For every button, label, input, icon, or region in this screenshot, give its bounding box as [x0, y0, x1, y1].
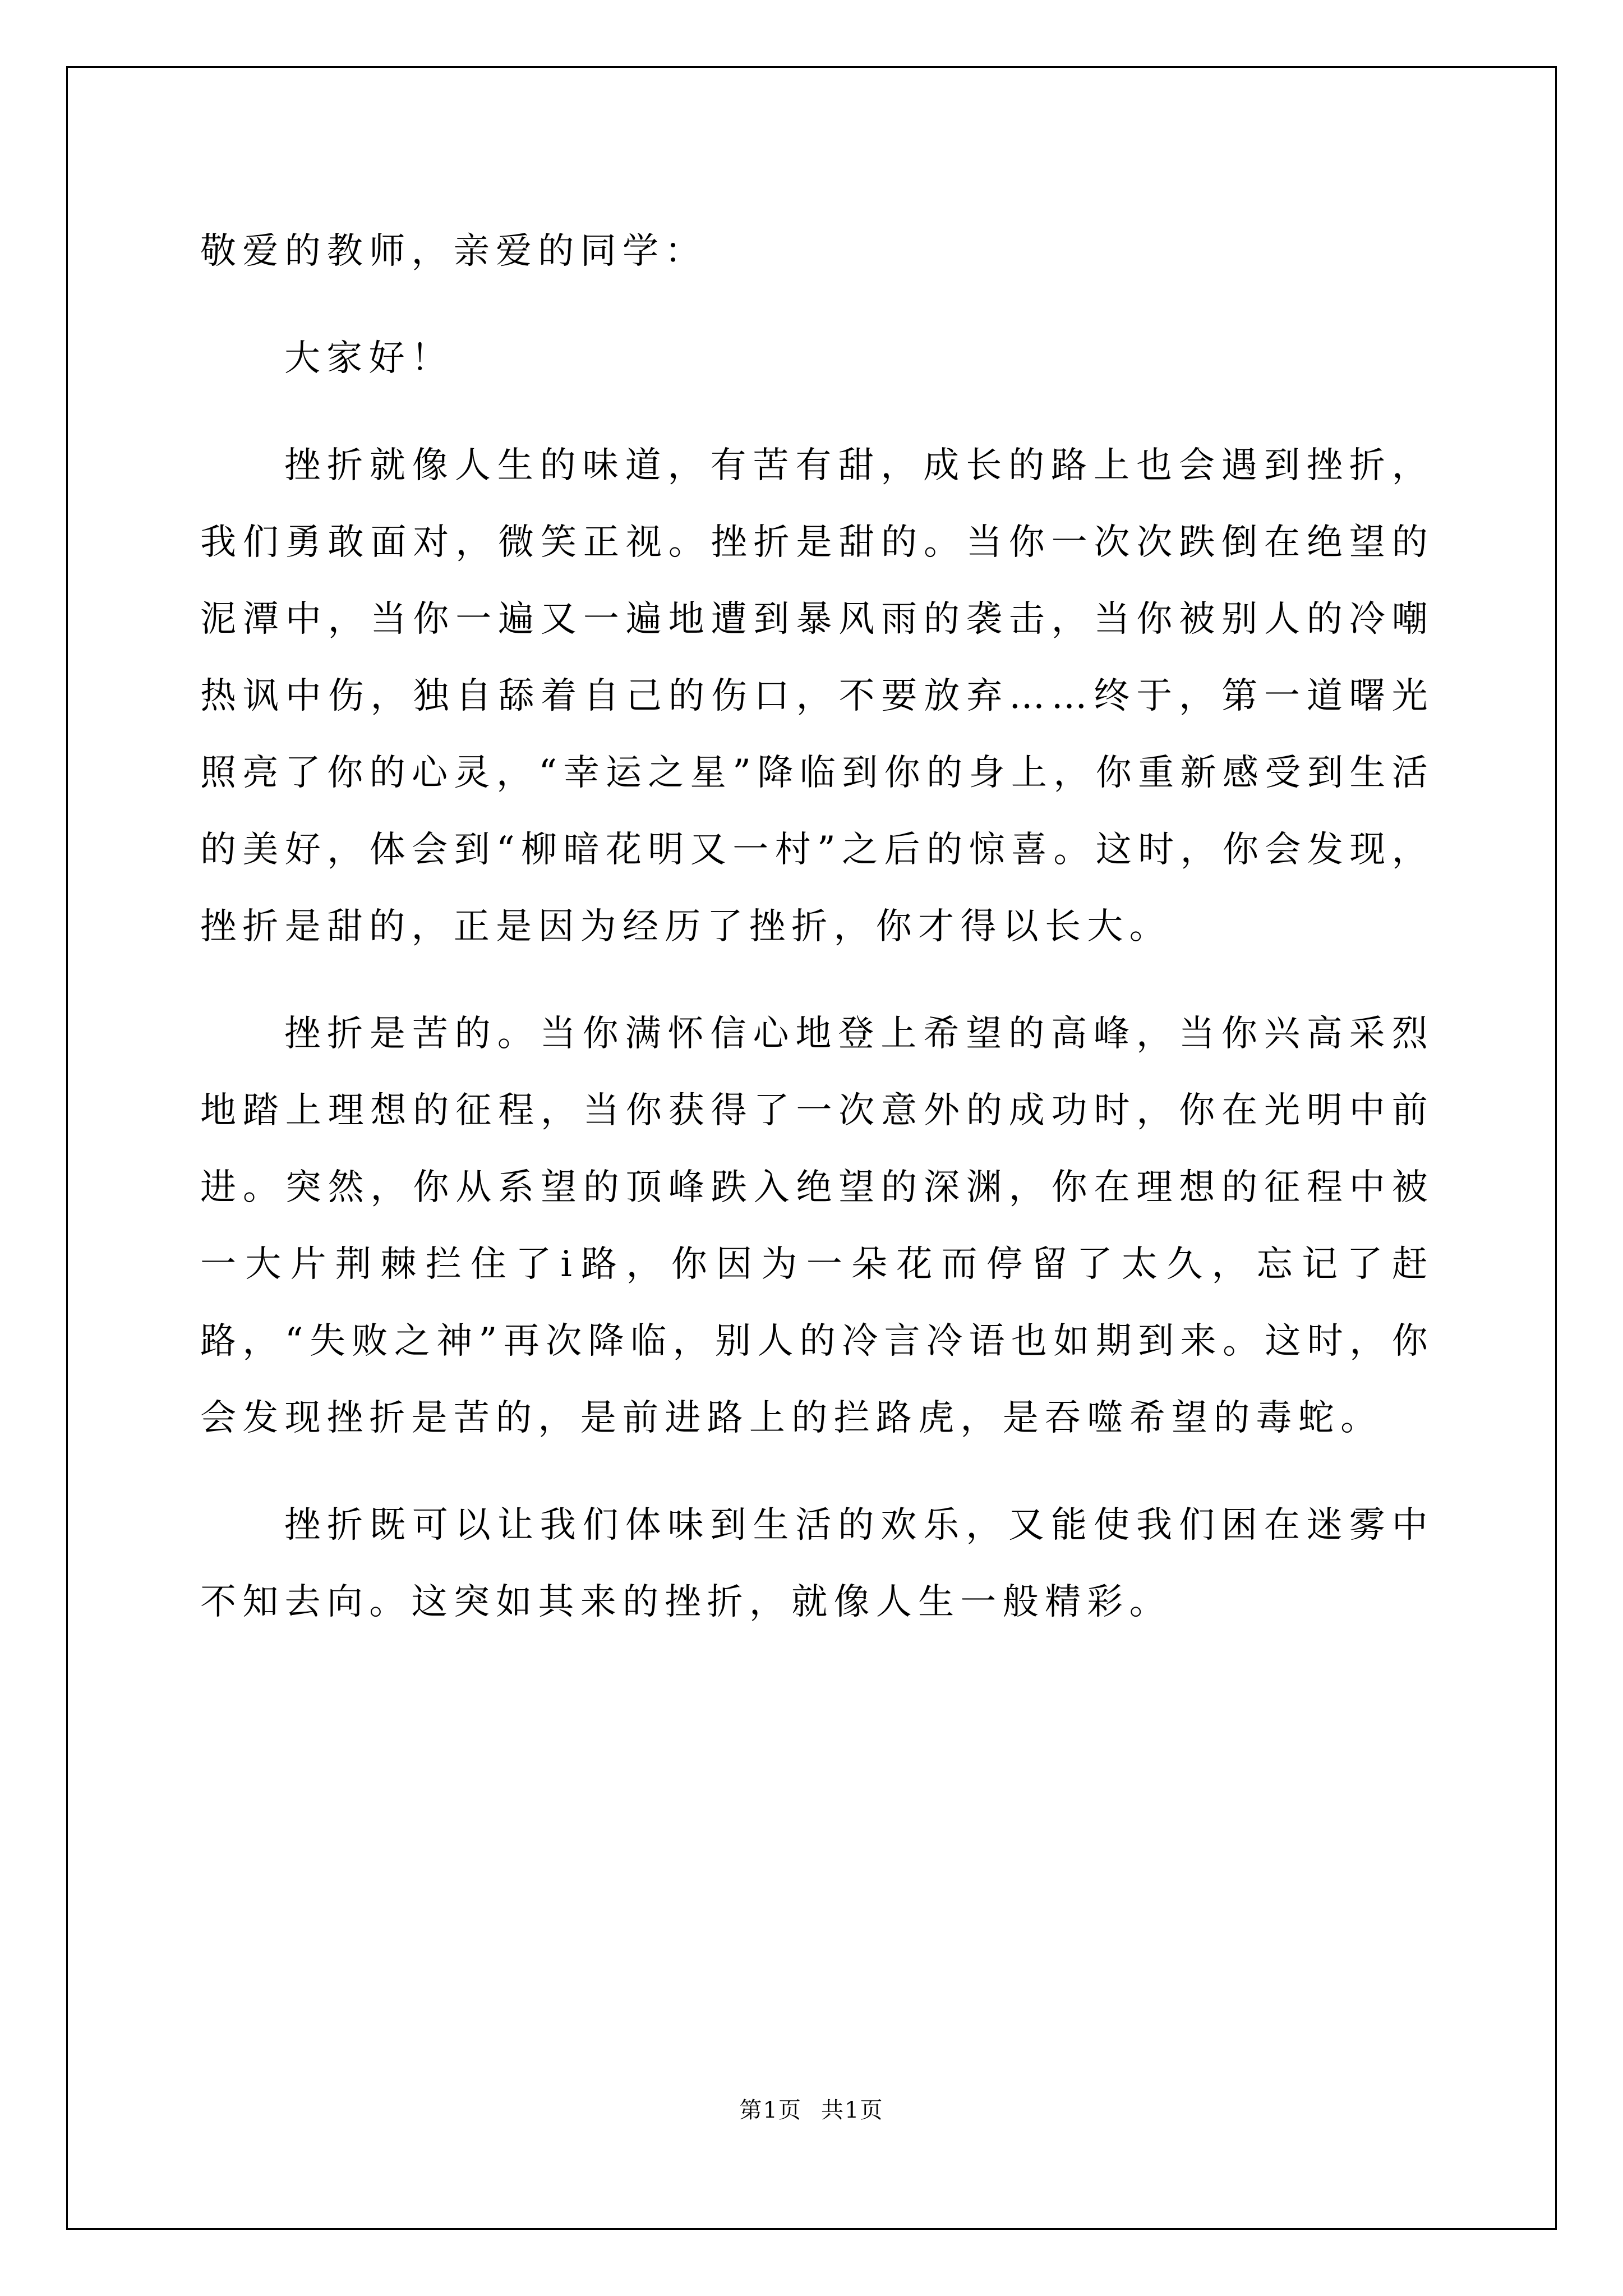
- page-footer: [0, 2092, 1623, 2124]
- document-body: [200, 213, 1434, 1671]
- page-total: 共1页: [821, 2097, 884, 2123]
- paragraph-greeting: 大家好！: [284, 338, 454, 379]
- paragraph-sweet-setback: 挫折就像人生的味道，有苦有甜，成长的路上也会遇到挫折，我们勇敢面对，微笑正视。挫折是甜的。当你一次次跌倒在绝望的泥潭中，当你一遍又一遍地遭到暴风雨的袭击，当你被别人的冷嘲热讽中伤，独自舔着自己的伤口，不要放弃……终于，第一道曙光照亮了你的心灵，“幸运之星”降临到你的身上，你重新感受到生活的美好，体会到“柳暗花明又一村”之后的惊喜。这时，你会发现，挫折是甜的，正是因为经历了挫折，你才得以长大。: [200, 445, 1434, 947]
- paragraph-bitter-setback: 挫折是苦的。当你满怀信心地登上希望的高峰，当你兴高采烈地踏上理想的征程，当你获得了一次意外的成功时，你在光明中前进。突然，你从系望的顶峰跌入绝望的深渊，你在理想的征程中被一大片荆棘拦住了i路，你因为一朵花而停留了太久，忘记了赶路，“失败之神”再次降临，别人的冷言冷语也如期到来。这时，你会发现挫折是苦的，是前进路上的拦路虎，是吞噬希望的毒蛇。: [200, 1013, 1434, 1439]
- salutation: 敬爱的教师，亲爱的同学：: [200, 231, 707, 272]
- page-number: 第1页: [739, 2097, 802, 2123]
- paragraph-conclusion: 挫折既可以让我们体味到生活的欢乐，又能使我们困在迷雾中不知去向。这突如其来的挫折，就像人生一般精彩。: [200, 1504, 1434, 1623]
